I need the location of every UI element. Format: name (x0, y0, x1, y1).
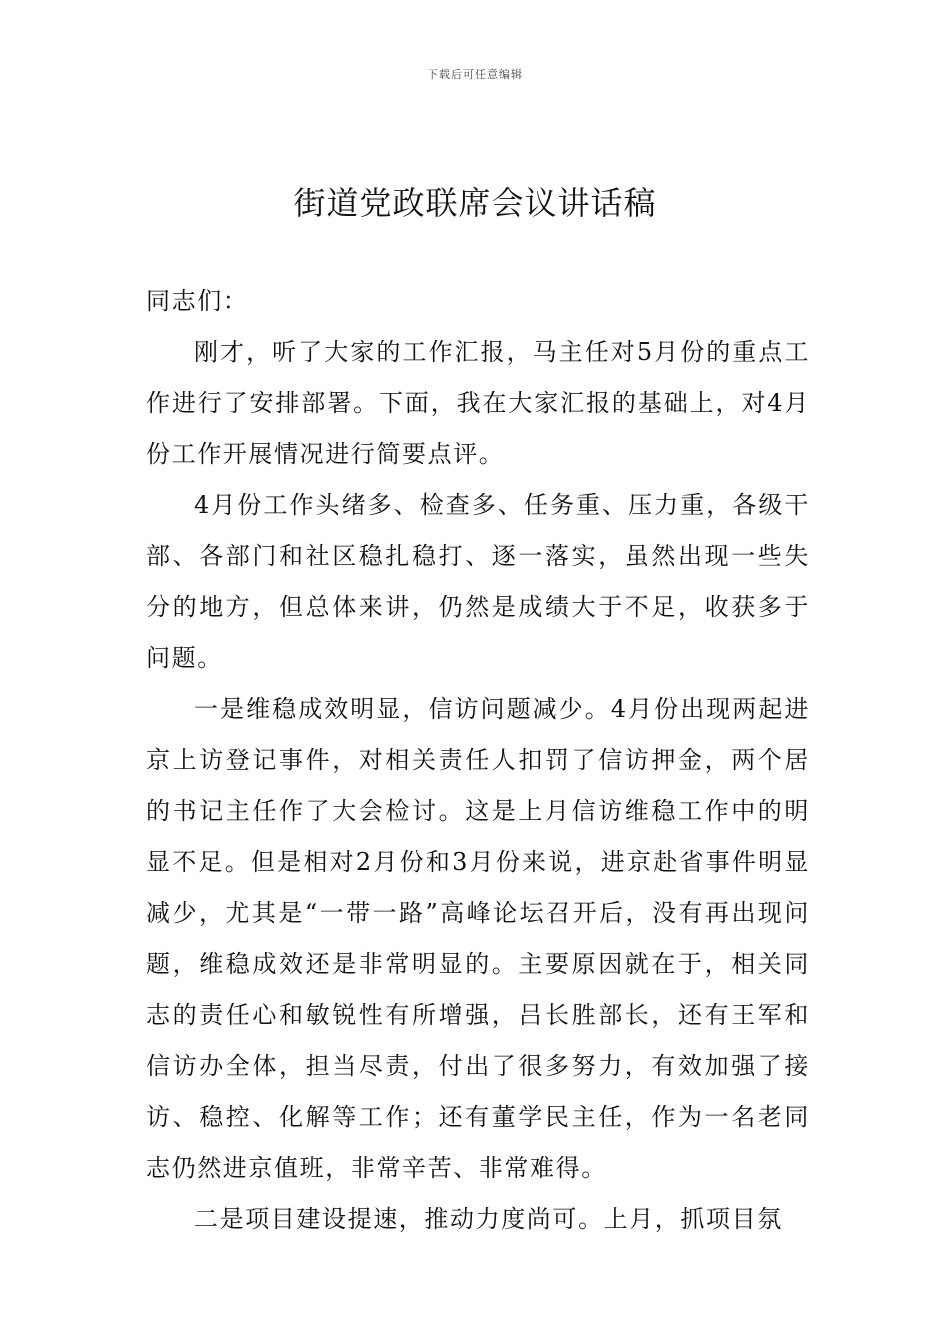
paragraph-4: 二是项目建设提速，推动力度尚可。上月，抓项目氛 (194, 1205, 783, 1233)
document-body (146, 276, 810, 1245)
paragraph-1: 刚才，听了大家的工作汇报，马主任对5月份的重点工作进行了安排部署。下面，我在大家汇报的基础上，对4月份工作开展情况进行简要点评。 (146, 338, 810, 468)
page-header-note: 下载后可任意编辑 (427, 68, 523, 81)
salutation: 同志们： (146, 287, 249, 315)
paragraph-3: 一是维稳成效明显，信访问题减少。4月份出现两起进京上访登记事件，对相关责任人扣罚了信访押金，两个居的书记主任作了大会检讨。这是上月信访维稳工作中的明显不足。但是相对2月份和3月份来说，进京赴省事件明显减少，尤其是“一带一路”高峰论坛召开后，没有再出现问题，维稳成效还是非常明显的。主要原因就在于，相关同志的责任心和敏锐性有所增强，吕长胜部长，还有王军和信访办全体，担当尽责，付出了很多努力，有效加强了接访、稳控、化解等工作；还有董学民主任，作为一名老同志仍然进京值班，非常辛苦、非常难得。 (146, 695, 810, 1182)
document-title: 街道党政联席会议讲话稿 (293, 184, 657, 222)
paragraph-2: 4月份工作头绪多、检查多、任务重、压力重，各级干部、各部门和社区稳扎稳打、逐一落实，虽然出现一些失分的地方，但总体来讲，仍然是成绩大于不足，收获多于问题。 (146, 491, 810, 672)
